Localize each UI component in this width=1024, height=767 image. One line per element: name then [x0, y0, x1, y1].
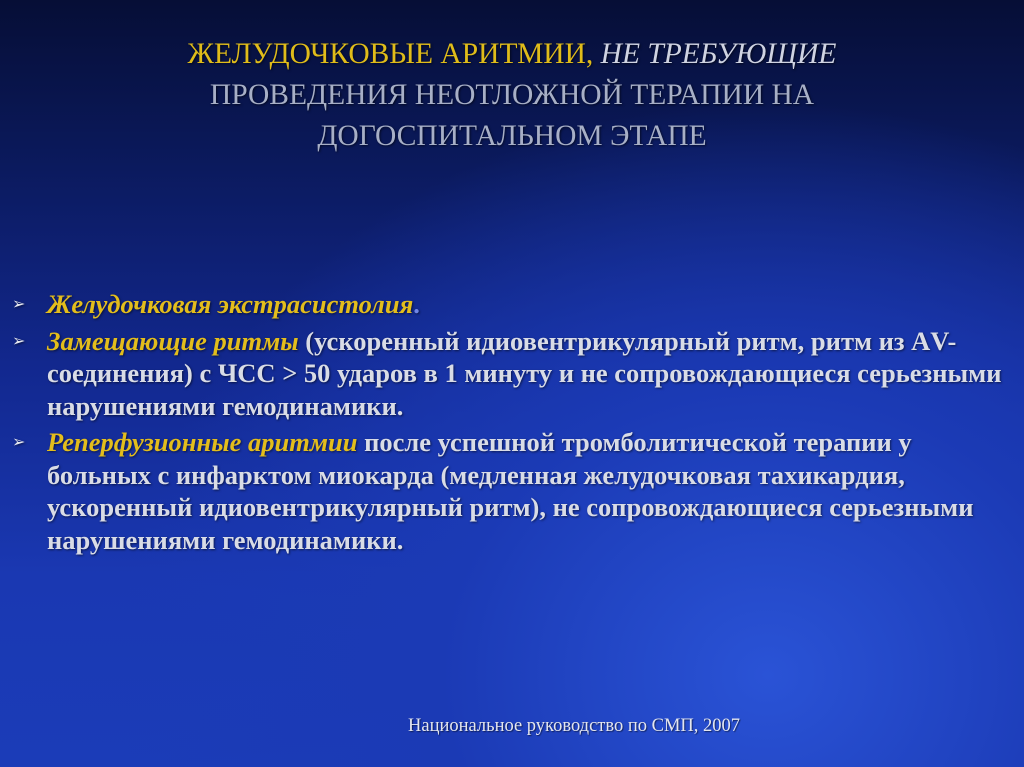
bullet-text: (ускоренный идиовентрикулярный ритм, ритм из АV-соединения) с ЧСС > 50 ударов в 1 минуту и не сопровождающиеся серьезными нарушениями гемодинамики. — [47, 325, 1002, 421]
title-line-3: ДОГОСПИТАЛЬНОМ ЭТАПЕ — [317, 120, 707, 152]
slide-title — [80, 34, 944, 157]
arrow-bullet-icon: ➢ — [12, 332, 26, 350]
bullet-term: Замещающие ритмы — [47, 325, 299, 356]
arrow-bullet-icon: ➢ — [12, 296, 26, 313]
bullet-term: Реперфузионные аритмии — [47, 427, 358, 457]
source-citation: Национальное руководство по СМП, 2007 — [408, 716, 741, 736]
bullet-trail: . — [413, 289, 420, 319]
bullet-item — [12, 325, 1012, 423]
bullet-item — [12, 288, 1012, 321]
bullet-text: после успешной тромболитической терапии у больных с инфарктом миокарда (медленная желудочковая тахикардия, ускоренный идиовентрикулярный ритм), не сопровождающиеся серьезными нарушениями гемодинамики. — [47, 427, 974, 555]
title-line-1-italic: НЕ ТРЕБУЮЩИЕ — [593, 38, 837, 70]
title-line-1-main: ЖЕЛУДОЧКОВЫЕ АРИТМИИ, — [187, 38, 594, 70]
bullet-item — [12, 426, 1012, 556]
arrow-bullet-icon: ➢ — [12, 434, 26, 451]
bullet-list — [12, 288, 1012, 560]
title-line-2: ПРОВЕДЕНИЯ НЕОТЛОЖНОЙ ТЕРАПИИ НА — [209, 79, 815, 111]
bullet-term: Желудочковая экстрасистолия — [47, 289, 414, 319]
title-line-1 — [80, 34, 944, 75]
